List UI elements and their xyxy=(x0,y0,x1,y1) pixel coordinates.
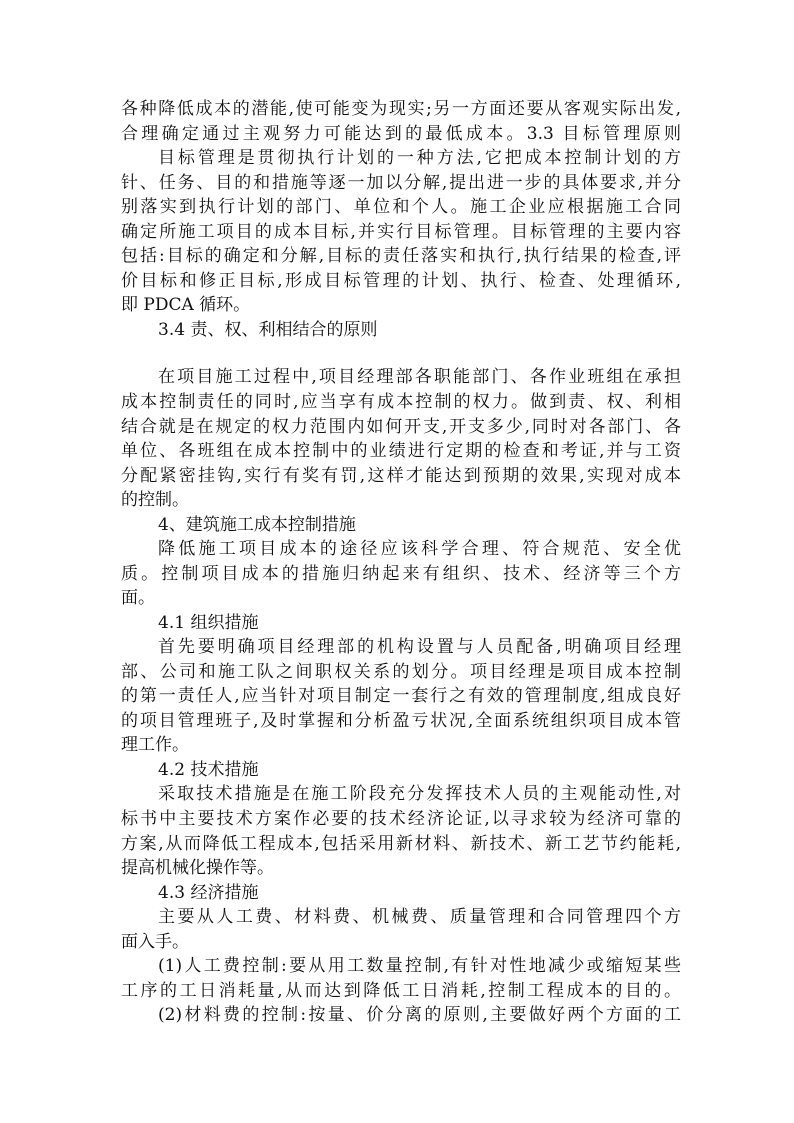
paragraph-line: 面入手。 xyxy=(121,932,189,952)
paragraph-line: 包括:目标的确定和分解,目标的责任落实和执行,执行结果的检查,评 xyxy=(121,246,681,266)
paragraph-line: 单位、各班组在成本控制中的业绩进行定期的检查和考证,并与工资 xyxy=(121,441,681,461)
paragraph-line: 目标管理是贯彻执行计划的一种方法,它把成本控制计划的方 xyxy=(158,148,681,168)
paragraph-line: 结合就是在规定的权力范围内如何开支,开支多少,同时对各部门、各 xyxy=(121,417,681,437)
paragraph-line: 确定所施工项目的成本目标,并实行目标管理。目标管理的主要内容 xyxy=(121,222,681,242)
paragraph-line: 各种降低成本的潜能,使可能变为现实;另一方面还要从客观实际出发, xyxy=(121,99,681,119)
paragraph-line: 采取技术措施是在施工阶段充分发挥技术人员的主观能动性,对 xyxy=(158,784,681,804)
paragraph-line: 的项目管理班子,及时掌握和分析盈亏状况,全面系统组织项目成本管 xyxy=(121,711,681,731)
paragraph-line: 提高机械化操作等。 xyxy=(121,858,274,878)
paragraph-line: 分配紧密挂钩,实行有奖有罚,这样才能达到预期的效果,实现对成本 xyxy=(121,466,681,486)
section-heading: 4.3 经济措施 xyxy=(158,883,259,903)
paragraph-line: 部、公司和施工队之间职权关系的划分。项目经理是项目成本控制 xyxy=(121,662,681,682)
paragraph-line: 面。 xyxy=(121,588,155,608)
paragraph-line: 的第一责任人,应当针对项目制定一套行之有效的管理制度,组成良好 xyxy=(121,686,681,706)
paragraph-line: 的控制。 xyxy=(121,490,189,510)
paragraph-line: 质。控制项目成本的措施归纳起来有组织、技术、经济等三个方 xyxy=(121,564,681,584)
paragraph-line: (1)人工费控制:要从用工数量控制,有针对性地减少或缩短某些 xyxy=(158,956,681,976)
paragraph-line: 在项目施工过程中,项目经理部各职能部门、各作业班组在承担 xyxy=(158,367,681,387)
section-heading: 3.4 责、权、利相结合的原则 xyxy=(158,320,378,340)
paragraph-line: (2)材料费的控制:按量、价分离的原则,主要做好两个方面的工 xyxy=(158,1005,681,1025)
paragraph-line: 主要从人工费、材料费、机械费、质量管理和合同管理四个方 xyxy=(158,907,681,927)
paragraph-line: 合理确定通过主观努力可能达到的最低成本。3.3 目标管理原则 xyxy=(121,124,681,144)
section-heading: 4.1 组织措施 xyxy=(158,613,259,633)
paragraph-line: 标书中主要技术方案作必要的技术经济论证,以寻求较为经济可靠的 xyxy=(121,809,681,829)
section-heading: 4.2 技术措施 xyxy=(158,760,259,780)
paragraph-line: 即 PDCA 循环。 xyxy=(121,295,251,315)
paragraph-line: 方案,从而降低工程成本,包括采用新材料、新技术、新工艺节约能耗, xyxy=(121,834,681,854)
paragraph-line: 别落实到执行计划的部门、单位和个人。施工企业应根据施工合同 xyxy=(121,197,681,217)
paragraph-line: 价目标和修正目标,形成目标管理的计划、执行、检查、处理循环, xyxy=(121,271,681,291)
paragraph-line: 降低施工项目成本的途径应该科学合理、符合规范、安全优 xyxy=(158,539,681,559)
paragraph-line: 针、任务、目的和措施等逐一加以分解,提出进一步的具体要求,并分 xyxy=(121,173,681,193)
paragraph-line: 理工作。 xyxy=(121,735,189,755)
paragraph-line: 成本控制责任的同时,应当享有成本控制的权力。做到责、权、利相 xyxy=(121,392,681,412)
section-heading: 4、建筑施工成本控制措施 xyxy=(158,515,356,535)
paragraph-line: 首先要明确项目经理部的机构设置与人员配备,明确项目经理 xyxy=(158,637,681,657)
paragraph-line: 工序的工日消耗量,从而达到降低工日消耗,控制工程成本的目的。 xyxy=(121,981,681,1001)
